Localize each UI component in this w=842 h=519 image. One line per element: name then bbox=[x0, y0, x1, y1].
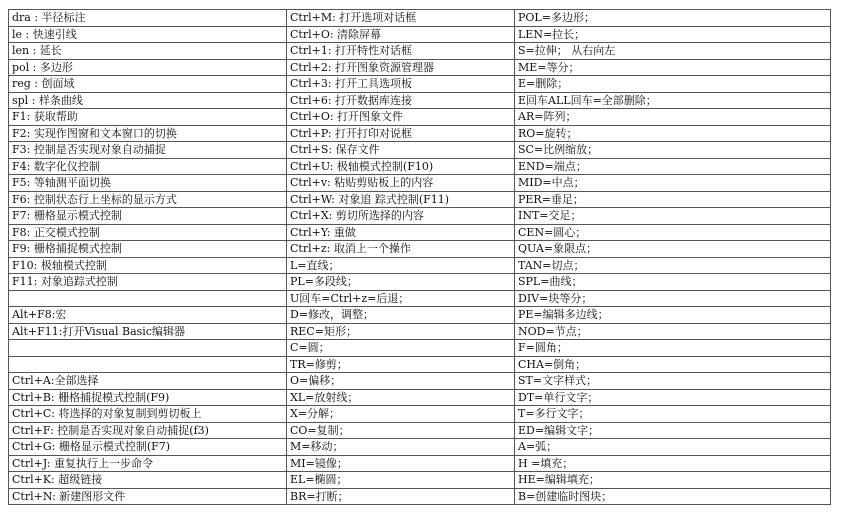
table-cell: U回车=Ctrl+z=后退； bbox=[287, 290, 515, 307]
table-cell: T=多行文字； bbox=[515, 406, 831, 423]
table-cell: Ctrl+C: 将选择的对象复制到剪切板上 bbox=[9, 406, 287, 423]
table-cell bbox=[9, 290, 287, 307]
table-cell: M=移动； bbox=[287, 439, 515, 456]
table-cell: PER=垂足； bbox=[515, 191, 831, 208]
table-row bbox=[9, 224, 831, 241]
table-row bbox=[9, 422, 831, 439]
table-cell: EL=椭圆； bbox=[287, 472, 515, 489]
table-row bbox=[9, 323, 831, 340]
table-cell bbox=[9, 340, 287, 357]
shortcut-table bbox=[8, 9, 831, 505]
table-cell: Alt+F8:宏 bbox=[9, 307, 287, 324]
table-cell: HE=编辑填充； bbox=[515, 472, 831, 489]
table-row bbox=[9, 191, 831, 208]
table-cell: O=偏移； bbox=[287, 373, 515, 390]
table-cell: AR=阵列； bbox=[515, 109, 831, 126]
table-cell: RO=旋转； bbox=[515, 125, 831, 142]
table-cell: F7: 栅格显示模式控制 bbox=[9, 208, 287, 225]
table-row bbox=[9, 488, 831, 505]
table-cell: DIV=块等分； bbox=[515, 290, 831, 307]
table-row bbox=[9, 472, 831, 489]
table-cell: DT=单行文字； bbox=[515, 389, 831, 406]
table-cell: NOD=节点； bbox=[515, 323, 831, 340]
table-cell: SPL=曲线； bbox=[515, 274, 831, 291]
table-cell: Ctrl+B: 栅格捕捉模式控制(F9) bbox=[9, 389, 287, 406]
table-cell: QUA=象限点； bbox=[515, 241, 831, 258]
table-cell: ST=文字样式； bbox=[515, 373, 831, 390]
table-cell: Ctrl+1: 打开特性对话框 bbox=[287, 43, 515, 60]
table-cell bbox=[9, 356, 287, 373]
table-cell: Ctrl+O: 打开图象文件 bbox=[287, 109, 515, 126]
table-cell: reg : 创面域 bbox=[9, 76, 287, 93]
table-cell: LEN=拉长； bbox=[515, 26, 831, 43]
table-cell: Ctrl+z: 取消上一个操作 bbox=[287, 241, 515, 258]
table-cell: TR=修剪； bbox=[287, 356, 515, 373]
table-cell: Ctrl+K: 超级链接 bbox=[9, 472, 287, 489]
table-row bbox=[9, 406, 831, 423]
table-row bbox=[9, 59, 831, 76]
table-cell: Ctrl+P: 打开打印对说框 bbox=[287, 125, 515, 142]
table-cell: Ctrl+J: 重复执行上一步命令 bbox=[9, 455, 287, 472]
table-cell: D=修改，调整； bbox=[287, 307, 515, 324]
table-cell: F8: 正交模式控制 bbox=[9, 224, 287, 241]
table-cell: L=直线； bbox=[287, 257, 515, 274]
table-row bbox=[9, 76, 831, 93]
table-cell: Ctrl+2: 打开图象资源管理器 bbox=[287, 59, 515, 76]
table-cell: REC=矩形； bbox=[287, 323, 515, 340]
table-cell: spl : 样条曲线 bbox=[9, 92, 287, 109]
table-cell: Ctrl+G: 栅格显示模式控制(F7) bbox=[9, 439, 287, 456]
table-cell: H =填充； bbox=[515, 455, 831, 472]
table-cell: BR=打断； bbox=[287, 488, 515, 505]
table-row bbox=[9, 142, 831, 159]
table-cell: Ctrl+S: 保存文件 bbox=[287, 142, 515, 159]
table-cell: E=删除； bbox=[515, 76, 831, 93]
table-row bbox=[9, 439, 831, 456]
table-row bbox=[9, 92, 831, 109]
table-cell: PL=多段线； bbox=[287, 274, 515, 291]
table-cell: Alt+F11:打开Visual Basic编辑器 bbox=[9, 323, 287, 340]
table-cell: Ctrl+Y: 重做 bbox=[287, 224, 515, 241]
table-cell: F4: 数字化仪控制 bbox=[9, 158, 287, 175]
table-cell: CO=复制； bbox=[287, 422, 515, 439]
table-cell: Ctrl+O: 清除屏幕 bbox=[287, 26, 515, 43]
table-cell: C=圆； bbox=[287, 340, 515, 357]
table-cell: pol : 多边形 bbox=[9, 59, 287, 76]
table-cell: dra : 半径标注 bbox=[9, 10, 287, 27]
table-cell: len : 延长 bbox=[9, 43, 287, 60]
table-cell: Ctrl+6: 打开数据库连接 bbox=[287, 92, 515, 109]
table-row bbox=[9, 208, 831, 225]
table-cell: INT=交足； bbox=[515, 208, 831, 225]
table-row bbox=[9, 340, 831, 357]
table-row bbox=[9, 356, 831, 373]
table-cell: Ctrl+3: 打开工具选项板 bbox=[287, 76, 515, 93]
table-cell: B=创建临时图块； bbox=[515, 488, 831, 505]
table-cell: F=圆角； bbox=[515, 340, 831, 357]
table-cell: TAN=切点； bbox=[515, 257, 831, 274]
table-cell: ED=编辑文字； bbox=[515, 422, 831, 439]
shortcut-table-body bbox=[9, 10, 831, 505]
table-cell: CEN=圆心； bbox=[515, 224, 831, 241]
table-cell: END=端点； bbox=[515, 158, 831, 175]
table-row bbox=[9, 290, 831, 307]
table-cell: F2: 实现作图窗和文本窗口的切换 bbox=[9, 125, 287, 142]
table-cell: PE=编辑多边线； bbox=[515, 307, 831, 324]
table-cell: F11: 对象追踪式控制 bbox=[9, 274, 287, 291]
table-cell: F1: 获取帮助 bbox=[9, 109, 287, 126]
table-cell: Ctrl+X: 剪切所选择的内容 bbox=[287, 208, 515, 225]
table-cell: SC=比例缩放； bbox=[515, 142, 831, 159]
table-cell: Ctrl+W: 对象追 踪式控制(F11) bbox=[287, 191, 515, 208]
table-row bbox=[9, 158, 831, 175]
table-cell: A=弧； bbox=[515, 439, 831, 456]
table-cell: S=拉伸； 从右向左 bbox=[515, 43, 831, 60]
table-cell: F6: 控制状态行上坐标的显示方式 bbox=[9, 191, 287, 208]
watermark bbox=[748, 503, 834, 517]
table-cell: le : 快速引线 bbox=[9, 26, 287, 43]
table-row bbox=[9, 274, 831, 291]
table-row bbox=[9, 125, 831, 142]
table-row bbox=[9, 109, 831, 126]
table-cell: Ctrl+M: 打开选项对话框 bbox=[287, 10, 515, 27]
shortcut-table-container bbox=[8, 9, 831, 505]
table-cell: CHA=倒角； bbox=[515, 356, 831, 373]
table-row bbox=[9, 43, 831, 60]
table-cell: MID=中点； bbox=[515, 175, 831, 192]
table-cell: E回车ALL回车=全部删除； bbox=[515, 92, 831, 109]
table-row bbox=[9, 307, 831, 324]
table-cell: Ctrl+F: 控制是否实现对象自动捕捉(f3) bbox=[9, 422, 287, 439]
table-cell: Ctrl+U: 极轴模式控制(F10) bbox=[287, 158, 515, 175]
table-row bbox=[9, 175, 831, 192]
table-cell: X=分解； bbox=[287, 406, 515, 423]
table-cell: F5: 等轴测平面切换 bbox=[9, 175, 287, 192]
table-cell: XL=放射线； bbox=[287, 389, 515, 406]
table-row bbox=[9, 257, 831, 274]
table-cell: MI=镜像； bbox=[287, 455, 515, 472]
table-row bbox=[9, 373, 831, 390]
table-cell: POL=多边形； bbox=[515, 10, 831, 27]
table-cell: Ctrl+A:全部选择 bbox=[9, 373, 287, 390]
table-cell: Ctrl+v: 粘贴剪贴板上的内容 bbox=[287, 175, 515, 192]
table-cell: Ctrl+N: 新建图形文件 bbox=[9, 488, 287, 505]
table-row bbox=[9, 10, 831, 27]
table-row bbox=[9, 26, 831, 43]
table-cell: F3: 控制是否实现对象自动捕捉 bbox=[9, 142, 287, 159]
table-cell: ME=等分； bbox=[515, 59, 831, 76]
table-cell: F9: 栅格捕捉模式控制 bbox=[9, 241, 287, 258]
table-row bbox=[9, 389, 831, 406]
table-row bbox=[9, 455, 831, 472]
table-cell: F10: 极轴模式控制 bbox=[9, 257, 287, 274]
table-row bbox=[9, 241, 831, 258]
